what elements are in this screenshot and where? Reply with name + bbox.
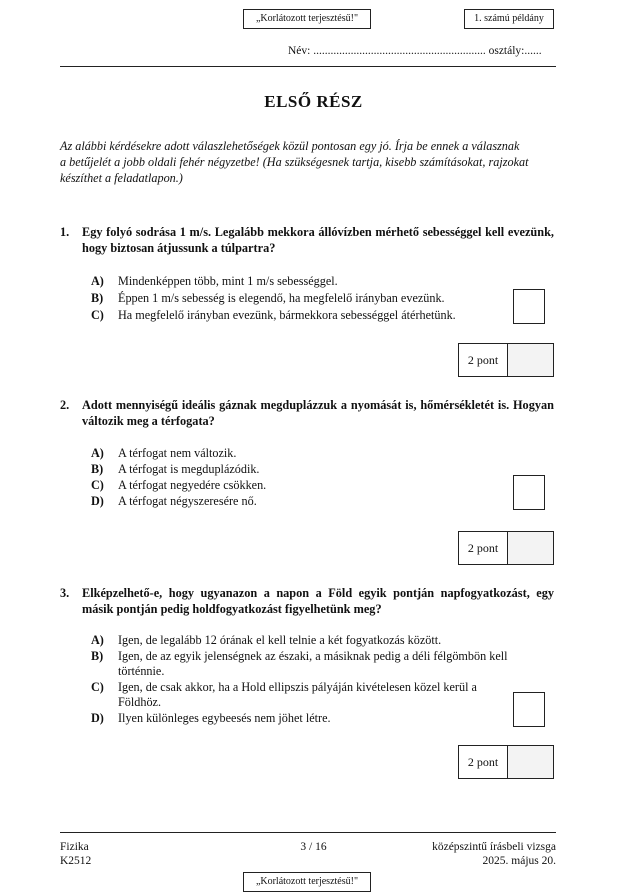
points-score-field[interactable] (508, 746, 553, 778)
option-q1-b: B) Éppen 1 m/s sebesség is elegendő, ha megfelelő irányban evezünk. (91, 291, 445, 305)
option-q2-a: A) A térfogat nem változik. (91, 446, 237, 460)
options-q3 (91, 633, 511, 726)
footer-code: K2512 (60, 855, 92, 867)
footer-rule (60, 832, 556, 833)
header-rule (60, 66, 556, 67)
footer-right (432, 840, 556, 868)
restricted-label-bottom: „Korlátozott terjesztésű!" (243, 872, 371, 892)
question-number: 3. (60, 586, 70, 600)
footer-exam: középszintű írásbeli vizsga (432, 841, 556, 853)
footer-date: 2025. május 20. (482, 855, 556, 867)
option-q2-c: C) A térfogat negyedére csökken. (91, 478, 267, 492)
question-1 (60, 224, 554, 256)
option-q2-d: D) A térfogat négyszeresére nő. (91, 494, 257, 508)
option-q1-a: A) Mindenképpen több, mint 1 m/s sebességgel. (91, 274, 338, 288)
instructions-line: készíthet a feladatlapon.) (60, 171, 183, 185)
answer-box-q2[interactable] (513, 475, 545, 510)
question-text: Egy folyó sodrása 1 m/s. Legalább mekkora állóvízben mérhető sebességgel kell evezünk, hogy biztosan átjussunk a túlpartra? (82, 225, 554, 255)
option-q3-c: C) Igen, de csak akkor, ha a Hold ellipszis pályáján kivételesen közel kerül a Földhöz. (91, 680, 477, 709)
copy-number-label: 1. számú példány (464, 9, 554, 29)
points-label: 2 pont (459, 532, 508, 564)
section-title: ELSŐ RÉSZ (264, 92, 363, 111)
question-number: 2. (60, 398, 70, 412)
option-q3-d: D) Ilyen különleges egybeesés nem jöhet létre. (91, 711, 331, 725)
points-box-q3 (458, 745, 554, 779)
option-q3-a: A) Igen, de legalább 12 órának el kell telnie a két fogyatkozás között. (91, 633, 442, 647)
footer-subject: Fizika (60, 841, 89, 853)
restricted-label-top: „Korlátozott terjesztésű!" (243, 9, 371, 29)
points-label: 2 pont (459, 344, 508, 376)
answer-box-q1[interactable] (513, 289, 545, 324)
points-box-q2 (458, 531, 554, 565)
instructions-line: a betűjelét a jobb oldali fehér négyzetbe! (Ha szükségesnek tartja, kisebb számításokat, rajzokat (60, 155, 529, 169)
question-number: 1. (60, 225, 70, 239)
points-label: 2 pont (459, 746, 508, 778)
option-q1-c: C) Ha megfelelő irányban evezünk, bármekkora sebességgel átérhetünk. (91, 308, 456, 322)
name-class-line: Név: ............................................................ osztály:...... (288, 45, 542, 57)
points-box-q1 (458, 343, 554, 377)
options-q2 (91, 446, 491, 509)
instructions-line: Az alábbi kérdésekre adott válaszlehetőségek közül pontosan egy jó. Írja be ennek a válasznak (60, 139, 520, 153)
question-2 (60, 397, 554, 429)
points-score-field[interactable] (508, 344, 553, 376)
answer-box-q3[interactable] (513, 692, 545, 727)
instructions (60, 138, 560, 186)
question-text: Elképzelhető-e, hogy ugyanazon a napon a Föld egyik pontján napfogyatkozást, egy másik pontján pedig holdfogyatkozást figyelhetünk meg? (82, 586, 554, 616)
options-q1 (91, 274, 491, 323)
question-text: Adott mennyiségű ideális gáznak megduplázzuk a nyomását is, hőmérsékletét is. Hogyan változik meg a térfogata? (82, 398, 554, 428)
points-score-field[interactable] (508, 532, 553, 564)
option-q2-b: B) A térfogat is megduplázódik. (91, 462, 260, 476)
footer-page-number: 3 / 16 (300, 841, 327, 853)
question-3 (60, 585, 554, 617)
option-q3-b: B) Igen, de az egyik jelenségnek az északi, a másiknak pedig a déli félgömbön kell történnie. (91, 649, 508, 678)
